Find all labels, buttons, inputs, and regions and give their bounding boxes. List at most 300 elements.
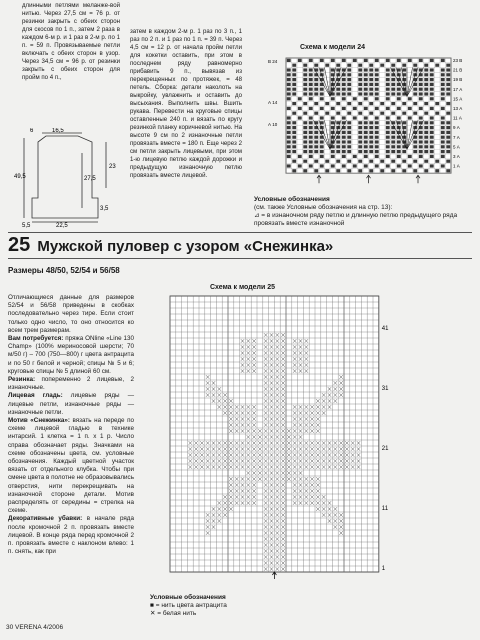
stitch: [287, 88, 291, 91]
stitch: [309, 59, 313, 62]
stitch: [314, 64, 318, 67]
stitch: [446, 78, 450, 81]
stitch: [430, 145, 434, 148]
stitch: [441, 126, 445, 129]
label-left-height: 49,5: [14, 174, 26, 180]
stitch: [331, 116, 335, 119]
stitch: [364, 68, 368, 71]
left-paragraph: [8, 392, 134, 417]
stitch: [369, 78, 373, 81]
stitch: [314, 112, 318, 115]
paragraph-text: в начале ряда после кромочной 2 п. провязать вместе лицевой. В конце ряда перед кромочной 2 п. провязать вместе с наклоном влево: 1 п. снять, как при: [8, 515, 134, 556]
stitch: [386, 92, 390, 95]
stitch: [386, 83, 390, 86]
stitch: [375, 97, 379, 100]
stitch: [369, 169, 373, 172]
stitch: [386, 155, 390, 158]
stitch: [342, 116, 346, 119]
stitch: [369, 140, 373, 143]
stitch: [424, 102, 428, 105]
stitch: [386, 126, 390, 129]
stitch: [358, 126, 362, 129]
stitch: [413, 102, 417, 105]
label-bottom-side: 5,5: [22, 223, 31, 228]
stitch: [413, 92, 417, 95]
stitch: [430, 68, 434, 71]
stitch: [430, 73, 434, 76]
stitch: [358, 102, 362, 105]
stitch: [419, 78, 423, 81]
stitch: [375, 78, 379, 81]
stitch: [375, 126, 379, 129]
row-label-right: 9 А: [453, 125, 460, 131]
arrow-icon: [416, 175, 420, 183]
stitch: [386, 78, 390, 81]
stitch: [441, 73, 445, 76]
stitch: [347, 73, 351, 76]
stitch: [375, 164, 379, 167]
stitch: [342, 83, 346, 86]
stitch: [342, 88, 346, 91]
stitch: [342, 150, 346, 153]
stitch: [391, 169, 395, 172]
stitch: [430, 140, 434, 143]
stitch: [430, 88, 434, 91]
paragraph-heading: Вам потребуется:: [8, 335, 64, 343]
stitch: [435, 102, 439, 105]
stitch: [347, 121, 351, 124]
stitch: [369, 145, 373, 148]
paragraph-text: пряжа ONline «Line 130 Champ» (100% мериносовой шерсти; 70 м/50 г) – 700 (750—800) г цвета антрацита и по 50 г белой и черной; спицы № 5 и 6; круговые спицы № 5 длиной 60 см.: [8, 335, 135, 375]
stitch: [347, 112, 351, 115]
stitch: [391, 102, 395, 105]
stitch: [303, 73, 307, 76]
stitch: [347, 68, 351, 71]
stitch: [347, 145, 351, 148]
stitch: [364, 78, 368, 81]
stitch: [430, 136, 434, 139]
stitch: [369, 121, 373, 124]
stitch: [397, 164, 401, 167]
stitch: [386, 97, 390, 100]
stitch: [430, 126, 434, 129]
stitch: [413, 140, 417, 143]
stitch: [309, 68, 313, 71]
stitch: [375, 88, 379, 91]
row-label-right: 1 А: [453, 163, 460, 169]
stitch: [314, 88, 318, 91]
center-arrow-icon: [272, 572, 276, 579]
stitch: [287, 155, 291, 158]
stitch: [424, 78, 428, 81]
label-bottom-width: 22,5: [56, 223, 68, 228]
stitch: [336, 150, 340, 153]
stitch: [430, 59, 434, 62]
stitch: [303, 102, 307, 105]
stitch: [386, 164, 390, 167]
stitch: [424, 112, 428, 115]
stitch: [364, 155, 368, 158]
stitch: [342, 155, 346, 158]
stitch: [309, 136, 313, 139]
stitch: [391, 131, 395, 134]
stitch: [446, 112, 450, 115]
stitch: [424, 145, 428, 148]
stitch: [419, 164, 423, 167]
stitch: [347, 160, 351, 163]
stitch: [369, 150, 373, 153]
garment-schematic: [12, 128, 124, 228]
stitch: [309, 145, 313, 148]
stitch: [320, 164, 324, 167]
stitch: [342, 140, 346, 143]
stitch: [413, 145, 417, 148]
row-label-right: 19 В: [453, 77, 463, 83]
stitch: [347, 64, 351, 67]
stitch: [342, 145, 346, 148]
label-top-left: 6: [30, 128, 34, 134]
row-number: 31: [381, 386, 389, 392]
label-inner-height: 27,5: [84, 176, 96, 182]
stitch: [287, 78, 291, 81]
stitch: [358, 136, 362, 139]
stitch: [353, 116, 357, 119]
label-inner2: 3,5: [100, 206, 109, 212]
stitch: [364, 126, 368, 129]
stitch: [386, 116, 390, 119]
diagram25-title: Схема к модели 25: [210, 284, 276, 291]
stitch: [331, 59, 335, 62]
stitch: [369, 112, 373, 115]
stitch: [441, 59, 445, 62]
paragraph-heading: Мотив «Снежинка»:: [8, 417, 70, 425]
stitch: [391, 64, 395, 67]
stitch: [391, 150, 395, 153]
stitch: [369, 136, 373, 139]
stitch: [287, 73, 291, 76]
stitch: [292, 83, 296, 86]
stitch: [303, 112, 307, 115]
legend24-title: Условные обозначения: [254, 196, 330, 203]
stitch: [336, 102, 340, 105]
text-column-top-left: длинными петлями меланже-вой нитью. Через 27,5 см = 76 р. от резинки закрыть с обеих сторон для скосов по 1 п., затем 2 раза в каждом 6-м р. и 1 раз в 2-м р. по 1 п. = 59 п. Провязываемые петли включать с обеих сторон в узор. Через 34,5 см = 96 р. от резинки закрыть с обеих сторон для пройм по 4 п.,: [22, 2, 120, 81]
stitch: [292, 150, 296, 153]
stitch: [309, 164, 313, 167]
stitch: [369, 126, 373, 129]
stitch: [369, 64, 373, 67]
stitch: [441, 92, 445, 95]
stitch: [408, 59, 412, 62]
stitch: [287, 68, 291, 71]
stitch: [358, 83, 362, 86]
stitch: [292, 169, 296, 172]
row-number: 1: [381, 566, 386, 572]
stitch: [402, 112, 406, 115]
arrow-icon: [367, 175, 371, 183]
arrow-icon: [317, 175, 321, 183]
stitch: [430, 107, 434, 110]
stitch: [287, 97, 291, 100]
stitch: [424, 83, 428, 86]
stitch: [375, 73, 379, 76]
stitch: [424, 169, 428, 172]
stitch: [336, 64, 340, 67]
legend25-line1: ■ = нить цвета антрацита: [150, 602, 227, 609]
stitch: [353, 164, 357, 167]
row-label-right: 7 А: [453, 134, 460, 140]
stitch: [287, 116, 291, 119]
stitch: [336, 160, 340, 163]
stitch: [391, 112, 395, 115]
stitch: [325, 112, 329, 115]
stitch: [435, 160, 439, 163]
stitch: [364, 131, 368, 134]
stitch: [364, 136, 368, 139]
stitch: [292, 140, 296, 143]
stitch: [435, 64, 439, 67]
stitch: [287, 164, 291, 167]
stitch: [380, 64, 384, 67]
stitch: [358, 88, 362, 91]
stitch: [441, 83, 445, 86]
snowflake-chart-25: [162, 292, 406, 592]
stitch: [342, 164, 346, 167]
stitch: [287, 92, 291, 95]
stitch: [298, 155, 302, 158]
stitch: [292, 145, 296, 148]
stitch: [419, 136, 423, 139]
stitch: [292, 73, 296, 76]
stitch: [364, 97, 368, 100]
stitch: [331, 164, 335, 167]
stitch: [386, 140, 390, 143]
stitch: [408, 116, 412, 119]
stitch: [446, 136, 450, 139]
stitch: [298, 97, 302, 100]
stitch: [424, 68, 428, 71]
stitch: [309, 92, 313, 95]
stitch: [358, 140, 362, 143]
stitch: [419, 140, 423, 143]
stitch: [441, 116, 445, 119]
stitch: [430, 97, 434, 100]
stitch: [375, 68, 379, 71]
stitch: [331, 150, 335, 153]
stitch: [342, 59, 346, 62]
stitch: [402, 121, 406, 124]
legend-24: [254, 196, 472, 228]
stitch: [358, 145, 362, 148]
stitch: [397, 92, 401, 95]
stitch: [375, 140, 379, 143]
stitch: [309, 107, 313, 110]
stitch: [336, 88, 340, 91]
stitch: [347, 102, 351, 105]
stitch: [391, 92, 395, 95]
paragraph-heading: Резинка:: [8, 376, 36, 384]
stitch: [353, 155, 357, 158]
row-label-left: А 14: [268, 100, 278, 105]
stitch: [419, 97, 423, 100]
stitch: [298, 116, 302, 119]
stitch: [303, 68, 307, 71]
row-label-left: В 24: [268, 59, 278, 64]
stitch: [320, 150, 324, 153]
row-label-right: 21 В: [453, 67, 463, 73]
stitch: [402, 160, 406, 163]
stitch: [364, 121, 368, 124]
stitch: [386, 88, 390, 91]
stitch: [397, 140, 401, 143]
stitch: [419, 116, 423, 119]
stitch: [287, 145, 291, 148]
stitch: [435, 169, 439, 172]
row-label-right: 17 А: [453, 86, 463, 92]
stitch: [441, 78, 445, 81]
stitch: [446, 145, 450, 148]
stitch: [358, 112, 362, 115]
sizes: Размеры 48/50, 52/54 и 56/58: [8, 266, 120, 275]
footer: 30 VERENA 4/2006: [6, 624, 64, 631]
legend24-line1: (см. также Условные обозначения на стр. 13):: [254, 204, 393, 211]
stitch: [303, 145, 307, 148]
left-paragraph: [8, 417, 134, 515]
stitch: [446, 121, 450, 124]
stitch: [424, 140, 428, 143]
stitch: [375, 136, 379, 139]
stitch: [430, 121, 434, 124]
stitch: [408, 155, 412, 158]
stitch: [386, 59, 390, 62]
stitch: [424, 160, 428, 163]
stitch: [430, 116, 434, 119]
stitch: [375, 59, 379, 62]
left-paragraph: [8, 294, 134, 335]
stitch: [320, 145, 324, 148]
stitch: [380, 102, 384, 105]
stitch: [364, 107, 368, 110]
stitch: [391, 140, 395, 143]
stitch: [309, 97, 313, 100]
stitch: [331, 121, 335, 124]
stitch: [303, 64, 307, 67]
stitch: [441, 155, 445, 158]
stitch: [358, 68, 362, 71]
stitch: [292, 112, 296, 115]
stitch: [424, 136, 428, 139]
stitch: [391, 160, 395, 163]
row-label-right: 15 А: [453, 96, 463, 102]
stitch: [347, 88, 351, 91]
stitch: [303, 160, 307, 163]
row-label-right: 5 А: [453, 144, 460, 150]
stitch: [441, 107, 445, 110]
stitch: [391, 145, 395, 148]
stitch: [424, 121, 428, 124]
stitch: [391, 88, 395, 91]
stitch: [320, 155, 324, 158]
stitch: [441, 68, 445, 71]
stitch: [364, 83, 368, 86]
stitch: [364, 92, 368, 95]
stitch: [292, 64, 296, 67]
stitch: [446, 160, 450, 163]
stitch: [430, 131, 434, 134]
stitch: [287, 59, 291, 62]
row-label-left: А 10: [268, 122, 278, 127]
stitch: [408, 164, 412, 167]
stitch: [303, 150, 307, 153]
stitch: [380, 169, 384, 172]
stitch: [303, 131, 307, 134]
stitch: [298, 59, 302, 62]
paragraph-heading: Декоративные убавки:: [8, 515, 83, 523]
stitch: [402, 68, 406, 71]
stitch: [424, 131, 428, 134]
stitch: [303, 83, 307, 86]
text-column-top-middle: затем в каждом 2-м р. 1 раз по 3 п., 1 раз по 2 п. и 1 раз по 1 п. = 39 п. Через 4,5 см = 12 р. от начала пройм петли для кокетки оставить, при этом в последнем ряду равномерно прибавить 9 п., вывязав из перекрещенных по протяжек, = 48 петель. Сборка: детали наколоть на выкройку, увлажнить и оставить до высыхания. Выполнить швы. Вшить рукава. Перевести на круговые спицы оставленные 240 п. и вязать по кругу резинкой планку коричневой нитью. На высоте 9 см по 2 изнаночные петли провязать вместе = 180 п. Еще через 2 см петли закрыть лицевыми, при этом 1-ю лицевую петлю каждой дорожки и предыдущую изнаночную петлю провязать вместе лицевой.: [130, 28, 242, 179]
stitch: [303, 92, 307, 95]
legend25-title: Условные обозначения: [150, 594, 226, 601]
stitch: [441, 150, 445, 153]
stitch: [287, 121, 291, 124]
stitch: [325, 102, 329, 105]
stitch: [380, 160, 384, 163]
stitch: [309, 116, 313, 119]
stitch: [287, 107, 291, 110]
left-paragraph: [8, 376, 134, 392]
stitch: [303, 136, 307, 139]
stitch: [386, 145, 390, 148]
paragraph-text: лицевые ряды — лицевые петли, изнаночные ряды — изнаночные петли.: [8, 392, 134, 416]
stitch: [320, 107, 324, 110]
row-label-right: 13 А: [453, 106, 463, 111]
stitch: [298, 164, 302, 167]
left-paragraph: [8, 515, 134, 556]
stitch: [419, 88, 423, 91]
stitch: [287, 83, 291, 86]
stitch: [314, 145, 318, 148]
stitch: [419, 83, 423, 86]
stitch: [446, 83, 450, 86]
stitch: [446, 131, 450, 134]
stitch: [325, 169, 329, 172]
stitch: [446, 140, 450, 143]
stitch: [386, 131, 390, 134]
stitch: [441, 136, 445, 139]
stitch: [358, 92, 362, 95]
row-label-right: 11 А: [453, 115, 462, 121]
stitch: [353, 97, 357, 100]
stitch: [408, 107, 412, 110]
stitch: [369, 88, 373, 91]
stitch: [331, 68, 335, 71]
stitch: [364, 140, 368, 143]
stitch: [441, 88, 445, 91]
label-top-width: 16,5: [52, 128, 64, 134]
paragraph-text: Отличающиеся данные для размеров 52/54 и 56/58 приведены в скобках последовательно через тире. Если стоит только одно число, то оно относится ко всем трем размерам.: [8, 294, 134, 334]
row-number: 41: [381, 326, 389, 332]
stitch: [347, 126, 351, 129]
stitch: [435, 112, 439, 115]
stitch: [364, 73, 368, 76]
stitch: [375, 150, 379, 153]
stitch: [347, 78, 351, 81]
stitch: [364, 59, 368, 62]
paragraph-text: вязать на переде по схеме лицевой гладью в технике интарсий. 1 клетка = 1 п. х 1 р. Число справа обозначает ряды. Значками на схеме обозначены цвета, см. условные обозначения. Каждый цветной участок вязать от отдельного клубка. Чтобы при смене цвета в полотне не образовывались отверстия, нити перекрещивать на изнаночной стороне детали. Мотив распределять от середины = стрелка на схеме.: [8, 417, 134, 515]
stitch: [320, 97, 324, 100]
stitch: [303, 78, 307, 81]
